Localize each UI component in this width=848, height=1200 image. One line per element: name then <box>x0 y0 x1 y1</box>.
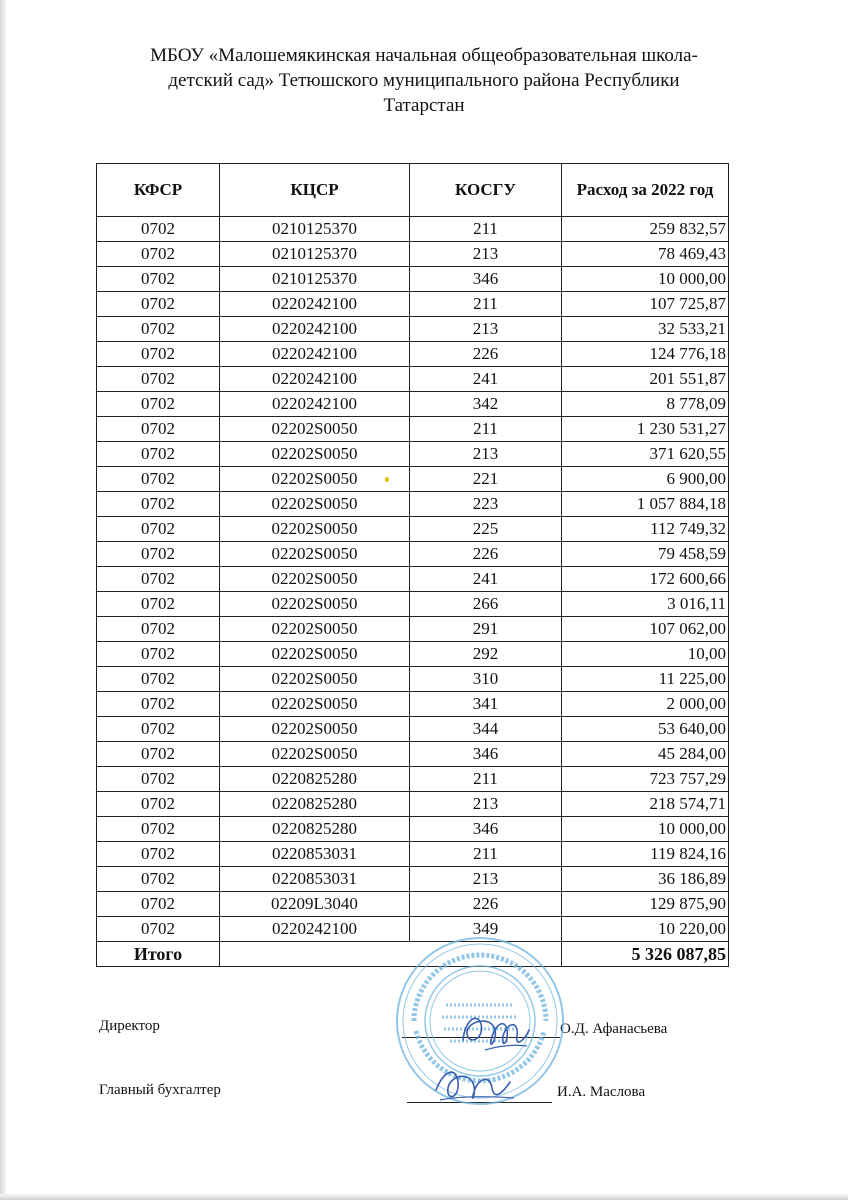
cell-kcsr: 02202S0050 <box>220 642 410 667</box>
cell-kosgu: 211 <box>410 767 562 792</box>
cell-kcsr: 02202S0050 <box>220 617 410 642</box>
cell-kosgu: 241 <box>410 367 562 392</box>
cell-kosgu: 213 <box>410 317 562 342</box>
cell-expense: 129 875,90 <box>562 892 729 917</box>
cell-kfsr: 0702 <box>97 267 220 292</box>
cell-kfsr: 0702 <box>97 342 220 367</box>
table-row <box>97 842 729 867</box>
cell-kfsr: 0702 <box>97 917 220 942</box>
cell-kosgu: 211 <box>410 217 562 242</box>
cell-kfsr: 0702 <box>97 492 220 517</box>
cell-expense: 1 057 884,18 <box>562 492 729 517</box>
cell-kosgu: 211 <box>410 417 562 442</box>
document-title <box>60 43 788 118</box>
cell-kosgu: 213 <box>410 242 562 267</box>
cell-expense: 723 757,29 <box>562 767 729 792</box>
table-row <box>97 867 729 892</box>
cell-kcsr: 0210125370 <box>220 267 410 292</box>
cell-kfsr: 0702 <box>97 592 220 617</box>
cell-kcsr: 0220242100 <box>220 392 410 417</box>
cell-expense: 107 725,87 <box>562 292 729 317</box>
cell-kfsr: 0702 <box>97 792 220 817</box>
cell-kcsr: 02202S0050 <box>220 492 410 517</box>
cell-kosgu: 211 <box>410 842 562 867</box>
table-row <box>97 342 729 367</box>
cell-expense: 10 000,00 <box>562 267 729 292</box>
cell-kosgu: 341 <box>410 692 562 717</box>
cell-kcsr: 0220825280 <box>220 767 410 792</box>
cell-expense: 371 620,55 <box>562 442 729 467</box>
cell-expense: 32 533,21 <box>562 317 729 342</box>
cell-expense: 201 551,87 <box>562 367 729 392</box>
cell-kcsr: 02202S0050 <box>220 717 410 742</box>
table-row <box>97 792 729 817</box>
cell-kcsr: 02202S0050 <box>220 692 410 717</box>
cell-kcsr: 0220242100 <box>220 367 410 392</box>
cell-kfsr: 0702 <box>97 417 220 442</box>
cell-expense: 218 574,71 <box>562 792 729 817</box>
table-row <box>97 392 729 417</box>
accountant-signature-icon <box>430 1060 520 1110</box>
table-row <box>97 542 729 567</box>
cell-kcsr: 0220825280 <box>220 792 410 817</box>
cell-kfsr: 0702 <box>97 467 220 492</box>
cell-kcsr: 0220242100 <box>220 317 410 342</box>
cell-kcsr: 02209L3040 <box>220 892 410 917</box>
table-body <box>97 217 729 942</box>
cell-kosgu: 223 <box>410 492 562 517</box>
cell-expense: 2 000,00 <box>562 692 729 717</box>
header-kcsr: КЦСР <box>220 164 410 217</box>
expense-table <box>96 163 729 967</box>
accountant-name: И.А. Маслова <box>557 1084 646 1100</box>
table-row <box>97 217 729 242</box>
scan-left-edge <box>0 0 6 1200</box>
cell-expense: 10 220,00 <box>562 917 729 942</box>
cell-kfsr: 0702 <box>97 617 220 642</box>
cell-expense: 107 062,00 <box>562 617 729 642</box>
total-label: Итого <box>97 942 220 967</box>
cell-kfsr: 0702 <box>97 642 220 667</box>
cell-kcsr: 0220242100 <box>220 292 410 317</box>
cell-kosgu: 342 <box>410 392 562 417</box>
table-row <box>97 742 729 767</box>
cell-kosgu: 213 <box>410 442 562 467</box>
table-row <box>97 567 729 592</box>
cell-kosgu: 310 <box>410 667 562 692</box>
director-signature-icon <box>455 1000 535 1060</box>
cell-kfsr: 0702 <box>97 567 220 592</box>
cell-expense: 78 469,43 <box>562 242 729 267</box>
table-row <box>97 692 729 717</box>
cell-kosgu: 291 <box>410 617 562 642</box>
cell-kfsr: 0702 <box>97 867 220 892</box>
cell-kfsr: 0702 <box>97 442 220 467</box>
table-row <box>97 517 729 542</box>
cell-kosgu: 226 <box>410 892 562 917</box>
cell-kcsr: 0220825280 <box>220 817 410 842</box>
cell-kcsr: 02202S0050 <box>220 517 410 542</box>
cell-kosgu: 292 <box>410 642 562 667</box>
cell-expense: 11 225,00 <box>562 667 729 692</box>
cell-kosgu: 346 <box>410 817 562 842</box>
table-row <box>97 717 729 742</box>
cell-kfsr: 0702 <box>97 217 220 242</box>
cell-kfsr: 0702 <box>97 317 220 342</box>
table-row <box>97 492 729 517</box>
cell-expense: 3 016,11 <box>562 592 729 617</box>
cell-kosgu: 226 <box>410 342 562 367</box>
cell-kosgu: 213 <box>410 867 562 892</box>
cell-kcsr: 02202S0050 <box>220 467 410 492</box>
table-row <box>97 417 729 442</box>
cell-kcsr: 0220853031 <box>220 867 410 892</box>
title-line-1: МБОУ «Малошемякинская начальная общеобразовательная школа- <box>150 45 698 66</box>
cell-kosgu: 221 <box>410 467 562 492</box>
cell-kcsr: 0210125370 <box>220 217 410 242</box>
cell-expense: 10,00 <box>562 642 729 667</box>
cell-expense: 124 776,18 <box>562 342 729 367</box>
title-line-2: детский сад» Тетюшского муниципального района Республики <box>168 70 680 91</box>
cell-kcsr: 0220853031 <box>220 842 410 867</box>
director-title: Директор <box>99 1018 160 1034</box>
table-row <box>97 892 729 917</box>
cell-kcsr: 0210125370 <box>220 242 410 267</box>
cell-kfsr: 0702 <box>97 367 220 392</box>
cell-kfsr: 0702 <box>97 742 220 767</box>
cell-expense: 119 824,16 <box>562 842 729 867</box>
cell-kosgu: 266 <box>410 592 562 617</box>
cell-kosgu: 349 <box>410 917 562 942</box>
cell-kcsr: 02202S0050 <box>220 567 410 592</box>
cell-expense: 1 230 531,27 <box>562 417 729 442</box>
cell-expense: 172 600,66 <box>562 567 729 592</box>
cell-kfsr: 0702 <box>97 517 220 542</box>
cell-expense: 112 749,32 <box>562 517 729 542</box>
table-row <box>97 592 729 617</box>
cell-kcsr: 02202S0050 <box>220 442 410 467</box>
cell-expense: 45 284,00 <box>562 742 729 767</box>
header-expense-2022: Расход за 2022 год <box>562 164 729 217</box>
cell-kfsr: 0702 <box>97 292 220 317</box>
cell-expense: 6 900,00 <box>562 467 729 492</box>
cell-kosgu: 211 <box>410 292 562 317</box>
cell-kosgu: 346 <box>410 742 562 767</box>
scan-bottom-edge <box>0 1194 848 1200</box>
cell-kcsr: 02202S0050 <box>220 742 410 767</box>
cell-kfsr: 0702 <box>97 667 220 692</box>
cell-expense: 10 000,00 <box>562 817 729 842</box>
cell-kosgu: 241 <box>410 567 562 592</box>
cell-kosgu: 344 <box>410 717 562 742</box>
cell-expense: 8 778,09 <box>562 392 729 417</box>
cell-kcsr: 02202S0050 <box>220 667 410 692</box>
cell-kfsr: 0702 <box>97 817 220 842</box>
cell-kcsr: 02202S0050 <box>220 592 410 617</box>
cell-kosgu: 226 <box>410 542 562 567</box>
cell-kosgu: 225 <box>410 517 562 542</box>
table-row <box>97 467 729 492</box>
cell-kfsr: 0702 <box>97 242 220 267</box>
cell-kfsr: 0702 <box>97 692 220 717</box>
header-kosgu: КОСГУ <box>410 164 562 217</box>
cell-kfsr: 0702 <box>97 392 220 417</box>
cell-kfsr: 0702 <box>97 767 220 792</box>
cell-expense: 36 186,89 <box>562 867 729 892</box>
table-row <box>97 267 729 292</box>
cell-expense: 53 640,00 <box>562 717 729 742</box>
cell-kcsr: 0220242100 <box>220 342 410 367</box>
total-value: 5 326 087,85 <box>562 942 729 967</box>
cell-kosgu: 213 <box>410 792 562 817</box>
table-row <box>97 442 729 467</box>
table-row <box>97 817 729 842</box>
table-row <box>97 617 729 642</box>
title-line-3: Татарстан <box>383 95 465 116</box>
cell-expense: 79 458,59 <box>562 542 729 567</box>
scan-mark <box>385 477 389 482</box>
cell-kcsr: 02202S0050 <box>220 417 410 442</box>
cell-kfsr: 0702 <box>97 892 220 917</box>
cell-kcsr: 02202S0050 <box>220 542 410 567</box>
cell-kfsr: 0702 <box>97 717 220 742</box>
cell-kfsr: 0702 <box>97 842 220 867</box>
table-row <box>97 767 729 792</box>
cell-kcsr: 0220242100 <box>220 917 410 942</box>
table-row <box>97 367 729 392</box>
table-row <box>97 292 729 317</box>
table-row <box>97 317 729 342</box>
cell-kfsr: 0702 <box>97 542 220 567</box>
table-row <box>97 642 729 667</box>
table-row <box>97 667 729 692</box>
cell-kosgu: 346 <box>410 267 562 292</box>
cell-expense: 259 832,57 <box>562 217 729 242</box>
table-row <box>97 242 729 267</box>
header-kfsr: КФСР <box>97 164 220 217</box>
table-header-row <box>97 164 729 217</box>
director-name: О.Д. Афанасьева <box>560 1021 668 1037</box>
accountant-title: Главный бухгалтер <box>99 1082 221 1098</box>
